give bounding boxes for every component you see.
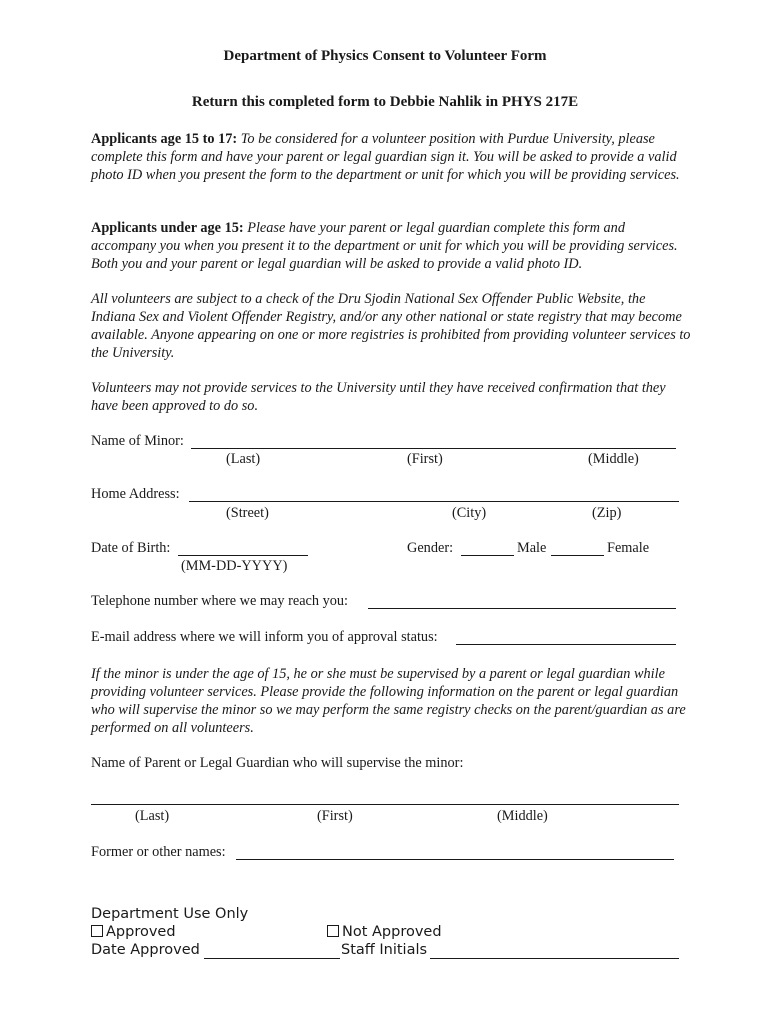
section-text: To be considered for a volunteer position with Purdue University, please complete this form and have your parent or legal guardian sign it. You will be asked to provide a valid photo ID when you present the form to the department or unit for which you will be providing services. — [91, 131, 680, 183]
female-label: Female — [607, 540, 650, 556]
email-field[interactable] — [456, 644, 676, 645]
male-label: Male — [517, 540, 547, 556]
registry-notice: All volunteers are subject to a check of the Dru Sjodin National Sex Offender Public Website, the Indiana Sex and Violent Offender Registry, and/or any other national or state registry that may become available. Anyone appearing on one or more registries is prohibited from providing volunteer services to the University. — [91, 291, 691, 361]
minor-middle-caption: (Middle) — [588, 451, 639, 467]
guardian-middle-caption: (Middle) — [497, 808, 548, 824]
staff-initials-field[interactable] — [430, 958, 679, 959]
date-of-birth-field[interactable] — [178, 555, 308, 556]
department-use-heading: Department Use Only — [91, 906, 249, 922]
telephone-field[interactable] — [368, 608, 676, 609]
page-subtitle: Return this completed form to Debbie Nahlik in PHYS 217E — [191, 94, 579, 110]
date-approved-field[interactable] — [204, 958, 340, 959]
approval-notice: Volunteers may not provide services to the University until they have received confirmation that they have been approved to do so. — [91, 380, 666, 414]
name-of-minor-label: Name of Minor: — [91, 433, 184, 449]
home-address-label: Home Address: — [91, 486, 180, 502]
section-lead: Applicants age 15 to 17: — [91, 131, 238, 147]
guardian-first-caption: (First) — [317, 808, 353, 824]
name-of-minor-field[interactable] — [191, 448, 676, 449]
zip-caption: (Zip) — [592, 505, 622, 521]
not-approved-checkbox-icon[interactable] — [327, 925, 339, 937]
page-title: Department of Physics Consent to Volunteer Form — [223, 48, 547, 64]
approved-label: Approved — [106, 924, 176, 940]
email-label: E-mail address where we will inform you of approval status: — [91, 629, 438, 645]
section-text: Please have your parent or legal guardian complete this form and accompany you when you present it to the department or unit for which you will be providing services. Both you and your parent or legal guardian will be asked to provide a valid photo ID. — [91, 220, 678, 272]
staff-initials-label: Staff Initials — [341, 942, 428, 958]
former-names-label: Former or other names: — [91, 844, 226, 860]
guardian-last-caption: (Last) — [135, 808, 170, 824]
supervision-notice: If the minor is under the age of 15, he or she must be supervised by a parent or legal guardian while providing volunteer services. Please provide the following information on the parent or legal guardian who will supervise the minor so we may perform the same registry checks on the parent/guardian as are performed on all volunteers. — [91, 666, 686, 736]
section-under-15 — [91, 219, 691, 273]
approved-option[interactable] — [91, 924, 176, 940]
city-caption: (City) — [452, 505, 487, 521]
date-approved-label: Date Approved — [91, 942, 200, 958]
minor-last-caption: (Last) — [226, 451, 261, 467]
date-format-caption: (MM-DD-YYYY) — [181, 558, 288, 574]
gender-label: Gender: — [407, 540, 454, 556]
male-field[interactable] — [461, 555, 514, 556]
approved-checkbox-icon[interactable] — [91, 925, 103, 937]
female-field[interactable] — [551, 555, 604, 556]
section-lead: Applicants under age 15: — [91, 220, 244, 236]
guardian-label: Name of Parent or Legal Guardian who will supervise the minor: — [91, 755, 464, 771]
not-approved-label: Not Approved — [342, 924, 442, 940]
guardian-name-field[interactable] — [91, 804, 679, 805]
section-age-15-17 — [91, 130, 691, 184]
former-names-field[interactable] — [236, 859, 674, 860]
not-approved-option[interactable] — [327, 924, 442, 940]
telephone-label: Telephone number where we may reach you: — [91, 593, 349, 609]
street-caption: (Street) — [226, 505, 269, 521]
minor-first-caption: (First) — [407, 451, 443, 467]
home-address-field[interactable] — [189, 501, 679, 502]
date-of-birth-label: Date of Birth: — [91, 540, 171, 556]
